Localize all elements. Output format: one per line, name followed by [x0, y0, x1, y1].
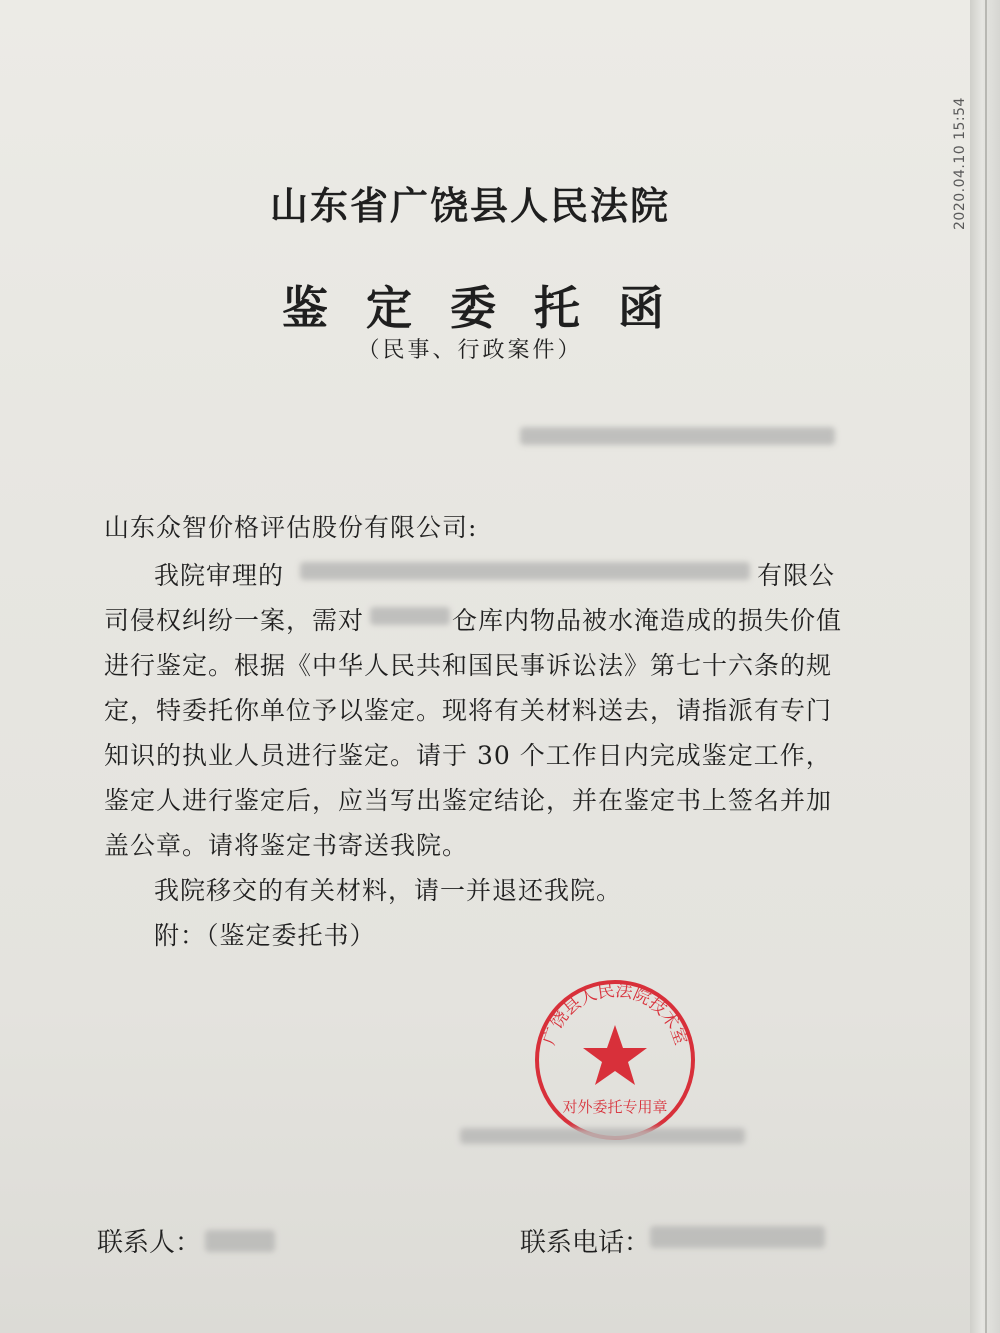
body-line-5: 知识的执业人员进行鉴定。请于 30 个工作日内完成鉴定工作， [104, 741, 832, 770]
redacted-seal-date [460, 1128, 745, 1144]
body-line-1b: 有限公 [757, 561, 836, 590]
seal-outer-text: 广饶县人民法院技术室 [539, 980, 691, 1048]
redacted-party-name [300, 562, 750, 580]
document-title: 鉴定委托函 [282, 281, 702, 335]
addressee: 山东众智价格评估股份有限公司: [104, 513, 478, 542]
redacted-contact-person [205, 1230, 275, 1252]
redacted-location [370, 607, 450, 625]
document-subtitle: （民事、行政案件） [357, 338, 583, 363]
body-line-2a: 司侵权纠纷一案，需对 [104, 606, 365, 635]
seal-star-icon [583, 1025, 647, 1085]
body-paragraph-2: 我院移交的有关材料，请一并退还我院。 [154, 876, 623, 905]
court-seal [530, 975, 700, 1145]
body-line-6: 鉴定人进行鉴定后，应当写出鉴定结论，并在鉴定书上签名并加 [104, 786, 833, 815]
body-line-1a: 我院审理的 [154, 561, 285, 590]
photo-timestamp [952, 212, 968, 230]
body-line-7: 盖公章。请将鉴定书寄送我院。 [104, 831, 469, 860]
paper-edge-line [985, 0, 987, 1333]
court-name: 山东省广饶县人民法院 [269, 183, 670, 228]
body-line-3: 进行鉴定。根据《中华人民共和国民事诉讼法》第七十六条的规 [104, 651, 833, 680]
redacted-case-number [520, 427, 835, 445]
body-line-2b: 仓库内物品被水淹造成的损失价值 [452, 606, 843, 635]
redacted-contact-phone [650, 1226, 825, 1248]
attachment-note: 附：（鉴定委托书） [154, 921, 376, 950]
seal-inner-text: 对外委托专用章 [562, 1098, 668, 1116]
contact-phone-label: 联系电话： [520, 1228, 651, 1258]
contact-person-label: 联系人： [97, 1228, 202, 1258]
body-line-4: 定，特委托你单位予以鉴定。现将有关材料送去，请指派有专门 [104, 696, 833, 725]
